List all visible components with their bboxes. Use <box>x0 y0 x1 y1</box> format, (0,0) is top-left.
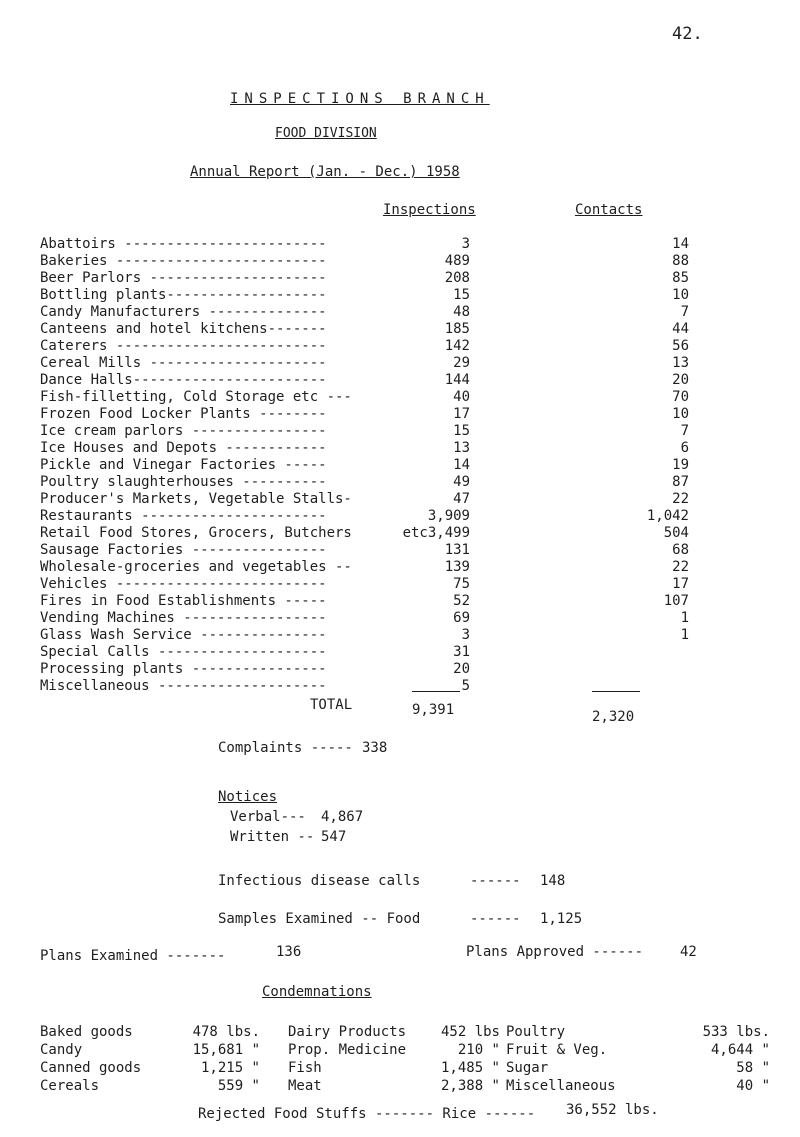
row-label: Ice cream parlors ---------------- <box>40 423 327 439</box>
condemnations-title: Condemnations <box>262 984 372 1000</box>
condemnation-qty2: 1,485 " <box>440 1060 500 1076</box>
row-inspections: 142 <box>444 338 470 354</box>
column-header-inspections: Inspections <box>383 202 476 218</box>
samples-dash: ------ <box>470 911 521 927</box>
row-inspections: 208 <box>444 270 470 286</box>
infectious-dash: ------ <box>470 873 521 889</box>
row-label: Caterers ------------------------- <box>40 338 327 354</box>
row-contacts: 20 <box>672 372 689 388</box>
row-label: Pickle and Vinegar Factories ----- <box>40 457 327 473</box>
column-header-contacts: Contacts <box>575 202 643 218</box>
condemnation-qty2: 452 lbs <box>440 1024 500 1040</box>
table-row <box>40 627 740 644</box>
row-contacts: 7 <box>680 423 689 439</box>
row-label: Sausage Factories ---------------- <box>40 542 327 558</box>
table-row <box>40 338 740 355</box>
table-row <box>40 525 740 542</box>
condemnation-qty3: 4,644 " <box>710 1042 770 1058</box>
table-row <box>40 304 740 321</box>
condemnation-row <box>0 1042 800 1059</box>
row-inspections: 52 <box>453 593 470 609</box>
plans-examined-value: 136 <box>276 944 302 960</box>
row-inspections: etc3,499 <box>402 525 470 541</box>
condemnation-item2: Prop. Medicine <box>288 1042 407 1058</box>
condemnation-item3: Miscellaneous <box>506 1078 616 1094</box>
table-row <box>40 678 740 695</box>
row-label: Ice Houses and Depots ------------ <box>40 440 327 456</box>
condemnation-qty2: 2,388 " <box>440 1078 500 1094</box>
row-inspections: 47 <box>453 491 470 507</box>
row-inspections: 15 <box>453 287 470 303</box>
row-contacts: 56 <box>672 338 689 354</box>
row-contacts: 22 <box>672 491 689 507</box>
table-row <box>40 440 740 457</box>
condemnation-qty2: 210 " <box>457 1042 500 1058</box>
row-inspections: 20 <box>453 661 470 677</box>
table-row <box>40 355 740 372</box>
row-label: Bottling plants------------------- <box>40 287 327 303</box>
row-label: Cereal Mills --------------------- <box>40 355 327 371</box>
row-inspections: 15 <box>453 423 470 439</box>
row-inspections: 3,909 <box>427 508 470 524</box>
condemnation-item3: Poultry <box>506 1024 566 1040</box>
samples-value: 1,125 <box>540 911 583 927</box>
condemnation-qty1: 559 " <box>217 1078 260 1094</box>
row-label: Abattoirs ------------------------ <box>40 236 327 252</box>
condemnation-row <box>0 1078 800 1095</box>
condemnation-qty1: 1,215 " <box>200 1060 260 1076</box>
row-inspections: 29 <box>453 355 470 371</box>
row-inspections: 75 <box>453 576 470 592</box>
row-inspections: 489 <box>444 253 470 269</box>
table-row <box>40 593 740 610</box>
condemnation-qty1: 478 lbs. <box>192 1024 260 1040</box>
row-label: Candy Manufacturers -------------- <box>40 304 327 320</box>
condemnation-item2: Meat <box>288 1078 322 1094</box>
row-contacts: 17 <box>672 576 689 592</box>
table-row <box>40 559 740 576</box>
plans-examined-label: Plans Examined ------- <box>40 948 226 964</box>
table-row <box>40 423 740 440</box>
row-label: Canteens and hotel kitchens------- <box>40 321 327 337</box>
row-contacts: 1 <box>680 627 689 643</box>
row-inspections: 131 <box>444 542 470 558</box>
condemnation-qty1: 15,681 " <box>192 1042 260 1058</box>
row-contacts: 19 <box>672 457 689 473</box>
row-label: Retail Food Stores, Grocers, Butchers <box>40 525 352 541</box>
condemnation-row <box>0 1024 800 1041</box>
table-row <box>40 236 740 253</box>
row-inspections: 14 <box>453 457 470 473</box>
table-row <box>40 661 740 678</box>
row-contacts: 14 <box>672 236 689 252</box>
row-inspections: 17 <box>453 406 470 422</box>
row-inspections: 144 <box>444 372 470 388</box>
row-contacts: 22 <box>672 559 689 575</box>
row-inspections: 3 <box>461 236 470 252</box>
row-contacts: 88 <box>672 253 689 269</box>
condemnation-qty3: 58 " <box>736 1060 770 1076</box>
infectious-value: 148 <box>540 873 566 889</box>
table-row <box>40 389 740 406</box>
division-title: FOOD DIVISION <box>275 126 377 141</box>
row-label: Vehicles ------------------------- <box>40 576 327 592</box>
row-inspections: 40 <box>453 389 470 405</box>
written-value: 547 <box>321 829 347 845</box>
branch-title: INSPECTIONS BRANCH <box>230 91 490 107</box>
row-label: Frozen Food Locker Plants -------- <box>40 406 327 422</box>
table-row <box>40 508 740 525</box>
infectious-label: Infectious disease calls <box>218 873 421 889</box>
row-contacts: 504 <box>663 525 689 541</box>
row-contacts: 70 <box>672 389 689 405</box>
condemnation-qty3: 40 " <box>736 1078 770 1094</box>
row-inspections: 13 <box>453 440 470 456</box>
row-contacts: 44 <box>672 321 689 337</box>
condemnation-item3: Fruit & Veg. <box>506 1042 608 1058</box>
table-row <box>40 287 740 304</box>
total-contacts: 2,320 <box>592 709 635 725</box>
condemnation-item2: Fish <box>288 1060 322 1076</box>
row-label: Miscellaneous -------------------- <box>40 678 327 694</box>
condemnation-row <box>0 1060 800 1077</box>
row-inspections: 48 <box>453 304 470 320</box>
row-inspections: 139 <box>444 559 470 575</box>
condemnation-qty3: 533 lbs. <box>702 1024 770 1040</box>
table-row <box>40 644 740 661</box>
notices-label: Notices <box>218 789 278 805</box>
verbal-label: Verbal--- <box>230 809 306 825</box>
row-contacts: 68 <box>672 542 689 558</box>
row-contacts: 10 <box>672 406 689 422</box>
row-contacts: 1 <box>680 610 689 626</box>
condemnation-item1: Baked goods <box>40 1024 133 1040</box>
row-label: Producer's Markets, Vegetable Stalls- <box>40 491 352 507</box>
row-label: Restaurants ---------------------- <box>40 508 327 524</box>
total-label: TOTAL <box>310 697 353 713</box>
contacts-total-rule <box>592 691 640 692</box>
table-row <box>40 610 740 627</box>
row-label: Fires in Food Establishments ----- <box>40 593 327 609</box>
table-row <box>40 321 740 338</box>
verbal-value: 4,867 <box>321 809 364 825</box>
row-contacts: 6 <box>680 440 689 456</box>
table-row <box>40 406 740 423</box>
complaints-label: Complaints ----- <box>218 740 353 756</box>
row-label: Processing plants ---------------- <box>40 661 327 677</box>
row-label: Bakeries ------------------------- <box>40 253 327 269</box>
plans-approved-label: Plans Approved ------ <box>466 944 644 960</box>
row-contacts: 10 <box>672 287 689 303</box>
row-label: Wholesale-groceries and vegetables -- <box>40 559 352 575</box>
complaints-value: 338 <box>362 740 388 756</box>
table-row <box>40 457 740 474</box>
row-inspections: 185 <box>444 321 470 337</box>
row-inspections: 31 <box>453 644 470 660</box>
condemnation-item3: Sugar <box>506 1060 549 1076</box>
inspections-total-rule <box>412 691 460 692</box>
table-row <box>40 270 740 287</box>
row-label: Glass Wash Service --------------- <box>40 627 327 643</box>
row-label: Beer Parlors --------------------- <box>40 270 327 286</box>
row-contacts: 1,042 <box>646 508 689 524</box>
row-inspections: 5 <box>461 678 470 694</box>
row-contacts: 13 <box>672 355 689 371</box>
row-inspections: 3 <box>461 627 470 643</box>
table-row <box>40 576 740 593</box>
table-row <box>40 474 740 491</box>
row-label: Fish-filletting, Cold Storage etc --- <box>40 389 352 405</box>
rejected-label: Rejected Food Stuffs ------- Rice ------ <box>198 1106 536 1122</box>
row-contacts: 87 <box>672 474 689 490</box>
samples-label: Samples Examined -- Food <box>218 911 421 927</box>
total-inspections: 9,391 <box>412 702 455 718</box>
row-label: Special Calls -------------------- <box>40 644 327 660</box>
condemnation-item1: Candy <box>40 1042 83 1058</box>
table-row <box>40 253 740 270</box>
rejected-value: 36,552 lbs. <box>566 1102 659 1118</box>
row-inspections: 69 <box>453 610 470 626</box>
table-row <box>40 372 740 389</box>
condemnation-item2: Dairy Products <box>288 1024 407 1040</box>
condemnation-item1: Canned goods <box>40 1060 142 1076</box>
row-label: Dance Halls----------------------- <box>40 372 327 388</box>
report-title: Annual Report (Jan. - Dec.) 1958 <box>190 164 460 180</box>
plans-approved-value: 42 <box>680 944 697 960</box>
table-row <box>40 491 740 508</box>
row-contacts: 7 <box>680 304 689 320</box>
row-label: Vending Machines ----------------- <box>40 610 327 626</box>
condemnation-item1: Cereals <box>40 1078 100 1094</box>
table-row <box>40 542 740 559</box>
row-inspections: 49 <box>453 474 470 490</box>
written-label: Written -- <box>230 829 315 845</box>
row-contacts: 85 <box>672 270 689 286</box>
row-contacts: 107 <box>663 593 689 609</box>
row-label: Poultry slaughterhouses ---------- <box>40 474 327 490</box>
page-number: 42. <box>672 24 703 44</box>
